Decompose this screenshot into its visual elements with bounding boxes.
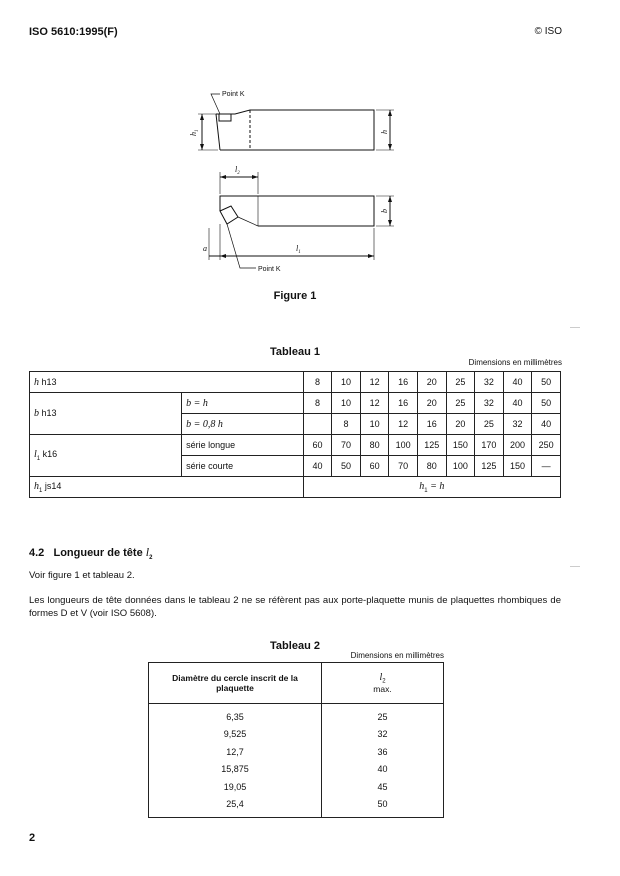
side-view-insert — [219, 114, 231, 121]
table2-header — [149, 663, 444, 704]
row-label-l1: $l_1$ k16 — [30, 435, 182, 477]
cell: 80 — [360, 435, 389, 456]
figure-caption: Figure 1 — [273, 290, 317, 302]
dim-b-label: b — [380, 209, 389, 213]
table1-row-h1 — [30, 477, 561, 498]
section-paragraph-1: Voir figure 1 et tableau 2. — [29, 570, 135, 581]
table2-units: Dimensions en millimètres — [350, 651, 444, 660]
cell: 10 — [332, 372, 361, 393]
table2 — [148, 662, 444, 818]
table-row — [149, 761, 444, 779]
cell: 60 — [303, 435, 332, 456]
point-k-label-top: Point K — [222, 91, 245, 98]
point-k-label-bottom: Point K — [258, 266, 281, 273]
cell: 32 — [475, 393, 504, 414]
cell: 32 — [475, 372, 504, 393]
cell: 100 — [389, 435, 418, 456]
cell: 200 — [503, 435, 532, 456]
cell: 70 — [332, 435, 361, 456]
sub-label-b-eq-h: b = h — [182, 393, 304, 414]
cell: 8 — [303, 393, 332, 414]
cell: 8 — [303, 372, 332, 393]
cell-l2: 45 — [377, 781, 388, 792]
table1-title: Tableau 1 — [270, 346, 320, 358]
cell: 150 — [503, 456, 532, 477]
sub-label-serie-longue: série longue — [182, 435, 304, 456]
cell-diameter: 12,7 — [149, 743, 322, 761]
cell: 16 — [389, 372, 418, 393]
cell-l2: 50 — [377, 799, 388, 810]
cell: 40 — [303, 456, 332, 477]
table1 — [29, 371, 561, 498]
row-label-h1: $h_1$ js14 — [30, 477, 304, 498]
cell: 12 — [360, 393, 389, 414]
dim-h1-label: $h_1$ — [189, 129, 200, 136]
table1-row-l1-long — [30, 435, 561, 456]
cell: 80 — [417, 456, 446, 477]
side-view-body — [216, 110, 374, 150]
document-id: ISO 5610:1995(F) — [29, 26, 118, 38]
cell: 12 — [389, 414, 418, 435]
row-label-b: b h13 — [30, 393, 182, 435]
table-row — [149, 704, 444, 726]
cell: 40 — [503, 372, 532, 393]
cell: 32 — [503, 414, 532, 435]
cell: 60 — [360, 456, 389, 477]
table-row — [149, 796, 444, 818]
plan-view-body — [220, 196, 374, 226]
cell: 25 — [446, 372, 475, 393]
cell: 25 — [475, 414, 504, 435]
cell: 8 — [332, 414, 361, 435]
header-l2-max: $l_2$ max. — [322, 663, 444, 704]
table-row — [149, 726, 444, 744]
cell: 125 — [417, 435, 446, 456]
sub-label-b-08h: b = 0,8 h — [182, 414, 304, 435]
dim-l2-label: $l_2$ — [235, 165, 240, 176]
scan-speck — [570, 566, 580, 567]
cell: 70 — [389, 456, 418, 477]
table1-units: Dimensions en millimètres — [468, 358, 562, 367]
cell: 12 — [360, 372, 389, 393]
cell-l2: 40 — [377, 764, 388, 775]
cell: 250 — [532, 435, 561, 456]
cell: 20 — [417, 372, 446, 393]
cell: 100 — [446, 456, 475, 477]
cell: — — [532, 456, 561, 477]
cell: 16 — [417, 414, 446, 435]
dim-a-label: a — [203, 244, 207, 253]
cell-l2: 25 — [377, 711, 388, 722]
table-row — [149, 743, 444, 761]
cell: 50 — [532, 393, 561, 414]
table1-row-b-eq-h — [30, 393, 561, 414]
section-paragraph-2: Les longueurs de tête données dans le tableau 2 ne se réfèrent pas aux porte-plaquette munis de plaquettes rhombiques de formes D et V (voir ISO 5608). — [29, 595, 561, 619]
cell: 20 — [417, 393, 446, 414]
header-diameter: Diamètre du cercle inscrit de la plaquette — [149, 663, 322, 704]
table-row — [149, 778, 444, 796]
cell-l2: 32 — [377, 729, 388, 740]
cell: 40 — [503, 393, 532, 414]
cell: 10 — [360, 414, 389, 435]
dim-h-label: h — [380, 130, 389, 134]
point-k-leader-top — [211, 94, 220, 114]
cell-diameter: 19,05 — [149, 778, 322, 796]
cell: 16 — [389, 393, 418, 414]
table2-title: Tableau 2 — [270, 640, 320, 652]
cell-diameter: 6,35 — [149, 704, 322, 726]
cell-h1-equals-h: $h_1 = h$ — [303, 477, 560, 498]
table1-row-h — [30, 372, 561, 393]
point-k-leader-bottom — [227, 224, 256, 268]
cell — [303, 414, 332, 435]
cell: 50 — [532, 372, 561, 393]
section-heading: 4.2 Longueur de tête $l_2$ — [29, 545, 153, 562]
sub-label-serie-courte: série courte — [182, 456, 304, 477]
cell: 40 — [532, 414, 561, 435]
cell-diameter: 25,4 — [149, 796, 322, 818]
cell-diameter: 15,875 — [149, 761, 322, 779]
page-number: 2 — [29, 832, 36, 844]
plan-view-insert — [220, 206, 238, 224]
cell: 170 — [475, 435, 504, 456]
scan-speck — [570, 327, 580, 328]
cell: 25 — [446, 393, 475, 414]
tool-holder-figure — [180, 78, 420, 283]
cell: 150 — [446, 435, 475, 456]
dim-l1-label: $l_1$ — [296, 244, 301, 255]
cell-l2: 36 — [377, 746, 388, 757]
cell: 50 — [332, 456, 361, 477]
cell-diameter: 9,525 — [149, 726, 322, 744]
copyright-notice: © ISO — [534, 26, 562, 37]
cell: 20 — [446, 414, 475, 435]
row-label-h: h h13 — [30, 372, 304, 393]
cell: 10 — [332, 393, 361, 414]
cell: 125 — [475, 456, 504, 477]
